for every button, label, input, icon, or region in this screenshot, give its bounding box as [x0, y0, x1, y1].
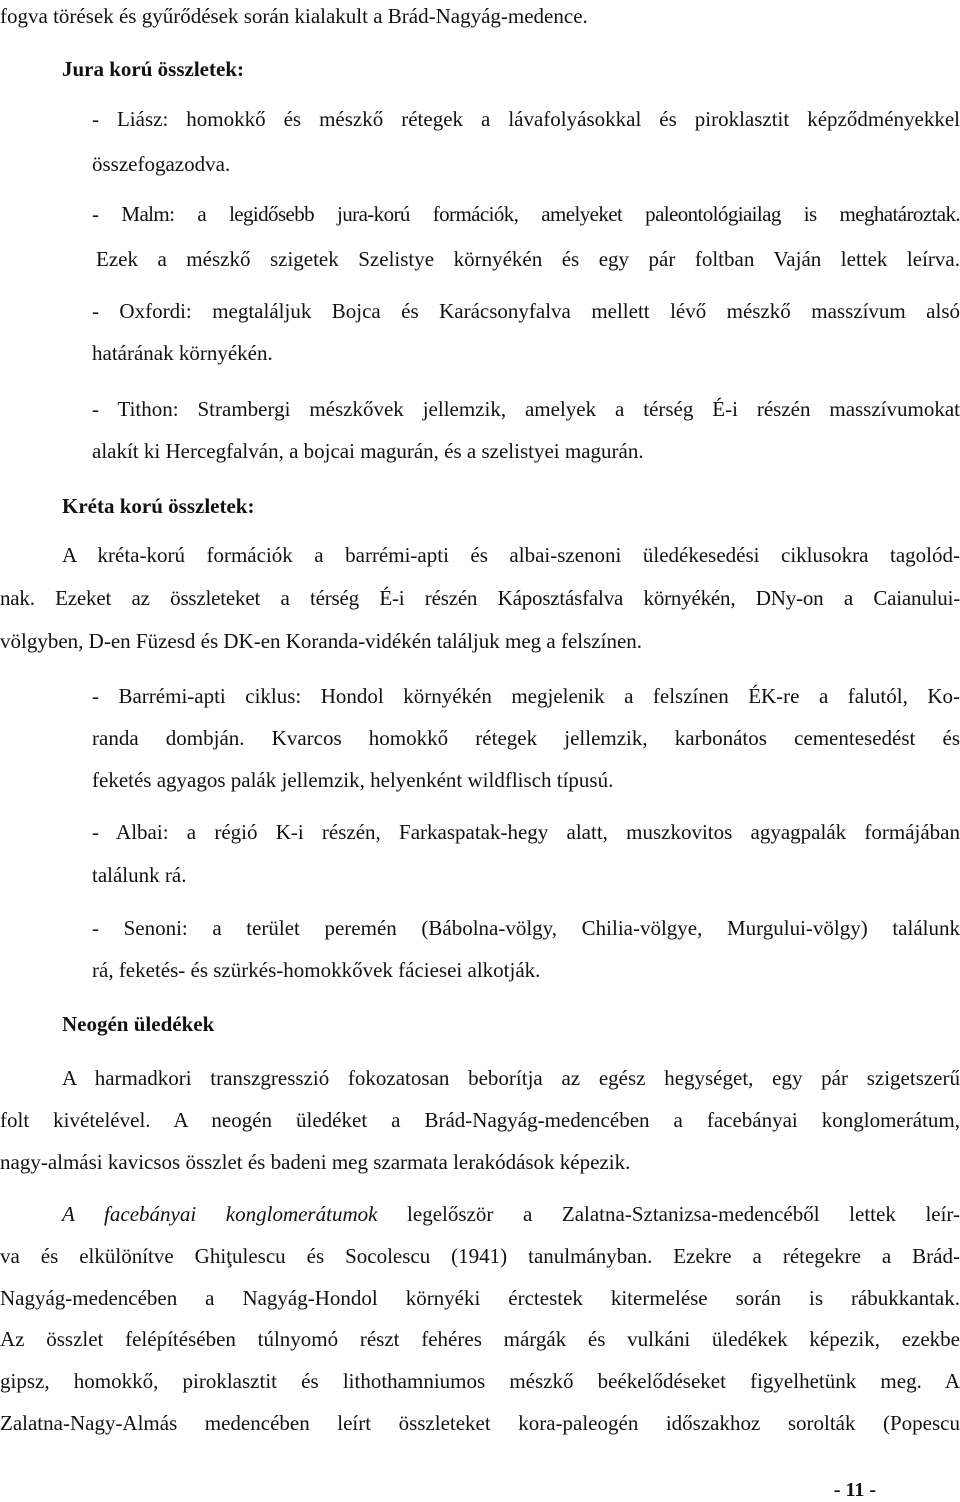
text-line: - Senoni: a terület peremén (Bábolna-völgy, Chilia-völgye, Murgului-völgy) találunk — [92, 916, 960, 940]
text-line: rá, feketés- és szürkés-homokkővek fáciesei alkotják. — [92, 958, 541, 982]
italic-phrase: A facebányai konglomerátumok — [62, 1202, 378, 1226]
text-line: - Liász: homokkő és mészkő rétegek a lávafolyásokkal és piroklasztit képződményekkel — [92, 107, 960, 131]
text-line: - Albai: a régió K-i részén, Farkaspatak-hegy alatt, muszkovitos agyagpalák formájában — [92, 820, 960, 844]
text-line: Zalatna-Nagy-Almás medencében leírt összleteket kora-paleogén időszakhoz sorolták (Popescu — [0, 1411, 960, 1435]
text-line: völgyben, D-en Füzesd és DK-en Koranda-vidékén találjuk meg a felszínen. — [0, 629, 643, 653]
text-line: Az összlet felépítésében túlnyomó részt fehéres márgák és vulkáni üledékek képezik, ezekbe — [0, 1327, 960, 1351]
text-line: folt kivételével. A neogén üledéket a Brád-Nagyág-medencében a facebányai konglomerátum, — [0, 1108, 960, 1132]
text-line: - Oxfordi: megtaláljuk Bojca és Karácsonyfalva mellett lévő mészkő masszívum alsó — [92, 299, 960, 323]
text-line: alakít ki Hercegfalván, a bojcai magurán, és a szelistyei magurán. — [92, 439, 644, 463]
text-line: randa dombján. Kvarcos homokkő rétegek jellemzik, karbonátos cementesedést és — [92, 726, 960, 750]
text-line: Ezek a mészkő szigetek Szelistye környékén és egy pár foltban Vaján lettek leírva. — [96, 247, 960, 271]
text-line: gipsz, homokkő, piroklasztit és lithothamniumos mészkő beékelődéseket figyelhetünk meg. A — [0, 1369, 960, 1393]
section-heading-kreta: Kréta korú összletek: — [62, 494, 255, 518]
page-number: - 11 - — [833, 1479, 876, 1501]
text-line: nagy-almási kavicsos összlet és badeni meg szarmata lerakódások képezik. — [0, 1150, 631, 1174]
text-line-rest: legelőször a Zalatna-Sztanizsa-medencéből lettek leír- — [407, 1202, 960, 1226]
text-line: Nagyág-medencében a Nagyág-Hondol környéki érctestek kitermelése során is rábukkantak. — [0, 1286, 960, 1310]
text-line: fogva törések és gyűrődések során kialakult a Brád-Nagyág-medence. — [0, 4, 588, 28]
text-line: határának környékén. — [92, 341, 273, 365]
text-line: A harmadkori transzgresszió fokozatosan beborítja az egész hegységet, egy pár szigetszerű — [62, 1066, 960, 1090]
text-line: A kréta-korú formációk a barrémi-apti és albai-szenoni üledékesedési ciklusokra tagolód- — [62, 543, 960, 567]
text-line: - Tithon: Strambergi mészkővek jellemzik, amelyek a térség É-i részén masszívumokat — [92, 397, 960, 421]
text-line: feketés agyagos palák jellemzik, helyenként wildflisch típusú. — [92, 768, 614, 792]
section-heading-jura: Jura korú összletek: — [62, 57, 244, 81]
text-line: va és elkülönítve Ghiţulescu és Socolescu (1941) tanulmányban. Ezekre a rétegekre a Brád- — [0, 1244, 960, 1268]
text-line: - Malm: a legidősebb jura-korú formációk, amelyeket paleontológiailag is meghatároztak. — [92, 202, 960, 226]
text-line — [62, 1204, 960, 1225]
text-line: nak. Ezeket az összleteket a térség É-i részén Káposztásfalva környékén, DNy-on a Caianului- — [0, 586, 960, 610]
text-line: - Barrémi-apti ciklus: Hondol környékén megjelenik a felszínen ÉK-re a falutól, Ko- — [92, 684, 960, 708]
text-line: összefogazodva. — [92, 152, 231, 176]
text-line: találunk rá. — [92, 863, 187, 887]
section-heading-neogen: Neogén üledékek — [62, 1012, 215, 1036]
